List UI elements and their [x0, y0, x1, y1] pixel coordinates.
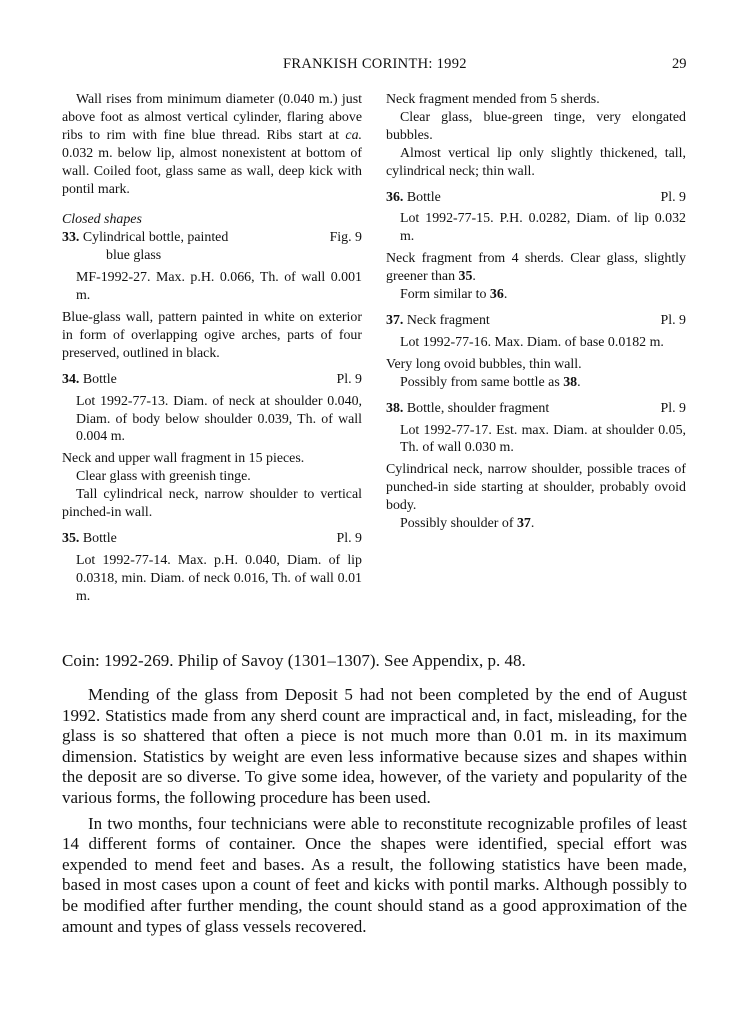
entry-catalog-data: Lot 1992-77-15. P.H. 0.0282, Diam. of lip 0.032 m.: [400, 211, 686, 245]
plate-reference: Pl. 9: [336, 371, 362, 387]
left-column: [62, 91, 362, 606]
page-number: 29: [672, 56, 687, 72]
catalog-entry-35: 35. Bottle Pl. 9 Lot 1992-77-14. Max. p.H. 0.040, Diam. of lip 0.0318, min. Diam. of neck 0.016, Th. of wall 0.01 m.: [62, 530, 362, 604]
catalog-entry-38: 38. Bottle, shoulder fragment Pl. 9 Lot 1992-77-17. Est. max. Diam. at shoulder 0.05, Th. of wall 0.030 m. Cylindrical neck, narrow shoulder, possible traces of punched-in side starting at shoulder, probably ovoid body. Possibly shoulder of 37.: [386, 400, 686, 532]
continued-entry: Neck fragment mended from 5 sherds. Clear glass, blue-green tinge, very elongated bubbles. Almost vertical lip only slightly thickened, tall, cylindrical neck; thin wall.: [386, 92, 686, 179]
entry-catalog-data: Lot 1992-77-16. Max. Diam. of base 0.0182 m.: [400, 334, 664, 350]
section-heading: Closed shapes: [62, 212, 142, 228]
entry-title: Bottle: [82, 530, 117, 546]
entry-description: Blue-glass wall, pattern painted in white on exterior in form of overlapping ogive arches, parts of four preserved, outlined in black.: [62, 309, 362, 361]
coin-reference: Coin: 1992-269. Philip of Savoy (1301–1307). See Appendix, p. 48.: [62, 651, 526, 670]
entry-catalog-data: MF-1992-27. Max. p.H. 0.066, Th. of wall 0.001 m.: [76, 270, 362, 304]
entry-catalog-data: Lot 1992-77-17. Est. max. Diam. at shoulder 0.05, Th. of wall 0.030 m.: [400, 422, 686, 456]
plate-reference: Pl. 9: [660, 400, 686, 416]
catalog-entry-36: 36. Bottle Pl. 9 Lot 1992-77-15. P.H. 0.0282, Diam. of lip 0.032 m. Neck fragment from 4 sherds. Clear glass, slightly greener than 35. Form similar to 36.: [386, 189, 686, 303]
body-paragraph-1: Mending of the glass from Deposit 5 had not been completed by the end of August 1992. Statistics made from any sherd count are impractical and, in fact, misleading, for the glass is so shattered that often a piece is not much more than 0.01 m. in its maximum dimension. Statistics by weight are even less informative because sizes and shapes within the deposit are so diverse. To give some idea, however, of the variety and popularity of the various forms, the following procedure has been used.: [62, 685, 687, 807]
entry-title: Neck fragment: [406, 312, 490, 328]
plate-reference: Pl. 9: [660, 189, 686, 205]
entry-catalog-data: Lot 1992-77-13. Diam. of neck at shoulder 0.040, Diam. of body below shoulder 0.039, Th. of wall 0.004 m.: [76, 393, 362, 445]
body-text: [62, 685, 687, 937]
catalog-entry-34: 34. Bottle Pl. 9 Lot 1992-77-13. Diam. of neck at shoulder 0.040, Diam. of body below shoulder 0.039, Th. of wall 0.004 m. Neck and upper wall fragment in 15 pieces. Clear glass with greenish tinge. Tall cylindrical neck, narrow shoulder to vertical pinched-in wall.: [62, 371, 362, 521]
running-title: FRANKISH CORINTH: 1992: [283, 56, 467, 72]
plate-reference: Pl. 9: [336, 530, 362, 546]
entry-title: Bottle: [82, 371, 117, 387]
figure-reference: Fig. 9: [329, 230, 362, 246]
catalog-entry-33: 33. Cylindrical bottle, painted Fig. 9 blue glass MF-1992-27. Max. p.H. 0.066, Th. of wall 0.001 m. Blue-glass wall, pattern painted in white on exterior in form of overlapping ogive arches, parts of four preserved, outlined in black.: [62, 230, 362, 361]
entry-description: Cylindrical neck, narrow shoulder, possible traces of punched-in side starting at shoulder, probably ovoid body.: [386, 462, 686, 514]
body-paragraph-2: In two months, four technicians were able to reconstitute recognizable profiles of least 14 different forms of container. Once the shapes were identified, special effort was expended to mend feet and bases. As a result, the following statistics have been made, based in most cases upon a count of feet and kicks with pontil marks. Although possibly to be modified after further mending, the count should stand as a good approximation of the amount and types of glass vessels recovered.: [62, 813, 687, 936]
entry-catalog-data: Lot 1992-77-14. Max. p.H. 0.040, Diam. of lip 0.0318, min. Diam. of neck 0.016, Th. of wall 0.01 m.: [76, 552, 362, 604]
right-column: [386, 91, 686, 533]
entry-description: Neck and upper wall fragment in 15 pieces.: [62, 451, 305, 467]
intro-paragraph: Wall rises from minimum diameter (0.040 m.) just above foot as almost vertical cylinder, flaring above ribs to rim with fine blue thread. Ribs start at ca. 0.032 m. below lip, almost nonexistent at bottom of wall. Coiled foot, glass same as wall, deep kick with pontil mark.: [62, 92, 362, 197]
entry-description: Neck fragment from 4 sherds. Clear glass, slightly greener than 35.: [386, 251, 686, 285]
entry-title: Bottle: [406, 189, 441, 205]
plate-reference: Pl. 9: [660, 312, 686, 328]
entry-title: Cylindrical bottle, painted: [82, 230, 229, 246]
entry-title: Bottle, shoulder fragment: [406, 400, 550, 416]
catalog-entry-37: 37. Neck fragment Pl. 9 Lot 1992-77-16. Max. Diam. of base 0.0182 m. Very long ovoid bubbles, thin wall. Possibly from same bottle as 38.: [386, 312, 686, 390]
entry-description: Very long ovoid bubbles, thin wall.: [386, 356, 582, 372]
